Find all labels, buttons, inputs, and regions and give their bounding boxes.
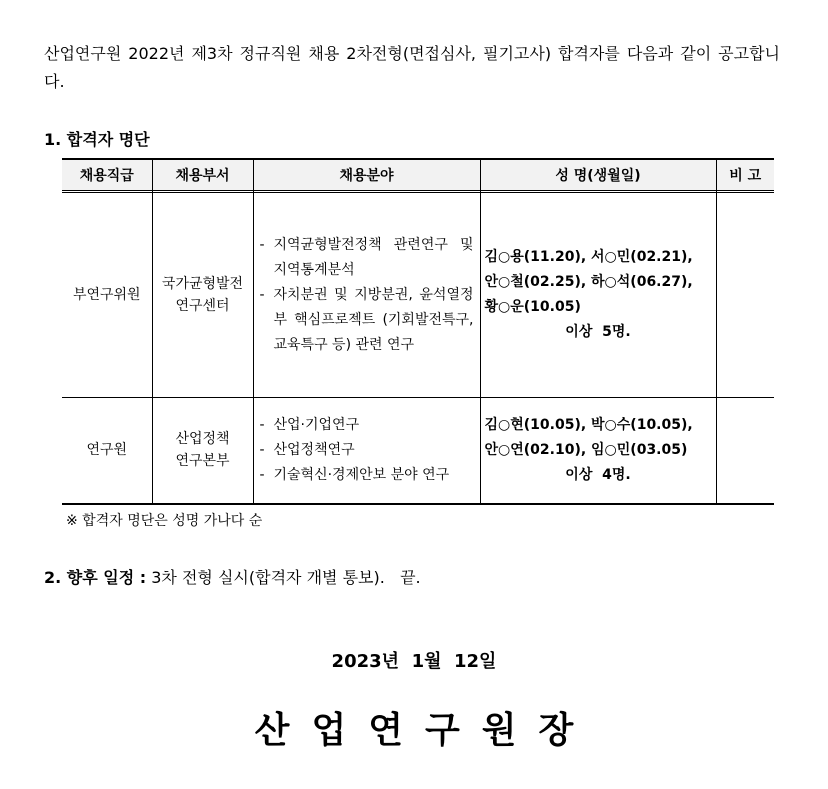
name-line: 안○철(02.25), 하○석(06.27), (484, 274, 693, 290)
name-line: 안○연(02.10), 임○민(03.05) (484, 441, 688, 458)
field-item: - 산업정책연구 (260, 438, 474, 463)
section2-schedule (44, 565, 421, 588)
table-header-row (62, 159, 774, 191)
section1-title: 1. 합격자 명단 (44, 130, 150, 149)
header-names: 성 명(생월일) (480, 159, 716, 191)
field-item: - 지역균형발전정책 관련연구 및 지역통계분석 (260, 233, 474, 283)
row2-fields (253, 398, 480, 504)
signer-title: 산업연구원장 (254, 710, 596, 751)
header-remark: 비 고 (716, 159, 774, 191)
row2-total: 이상 4명. (565, 466, 631, 483)
table-row (62, 398, 774, 504)
section2-text: 3차 전형 실시(합격자 개별 통보). 끝. (146, 568, 421, 587)
name-line: 김○용(11.20), 서○민(02.21), (484, 249, 693, 265)
header-grade: 채용직급 (62, 159, 152, 191)
row1-grade: 부연구위원 (62, 193, 152, 398)
row1-fields (253, 193, 480, 398)
header-field: 채용분야 (253, 159, 480, 191)
sort-note: ※ 합격자 명단은 성명 가나다 순 (66, 513, 263, 529)
row2-dept: 산업정책 연구본부 (152, 398, 253, 504)
name-line: 황○운(10.05) (484, 299, 581, 315)
announcement-date: 2023년 1월 12일 (331, 651, 497, 672)
row2-names (480, 398, 716, 504)
row1-dept: 국가균형발전 연구센터 (152, 193, 253, 398)
table-row (62, 193, 774, 398)
header-dept: 채용부서 (152, 159, 253, 191)
name-line: 김○현(10.05), 박○수(10.05), (484, 416, 693, 433)
field-item: - 기술혁신·경제안보 분야 연구 (260, 463, 474, 488)
successful-candidates-table (62, 158, 774, 505)
section2-label: 2. 향후 일정 : (44, 568, 147, 587)
row1-remark (716, 193, 774, 398)
row2-grade: 연구원 (62, 398, 152, 504)
row2-remark (716, 398, 774, 504)
intro-paragraph: 산업연구원 2022년 제3차 정규직원 채용 2차전형(면접심사, 필기고사) 합격자를 다음과 같이 공고합니다. (44, 44, 780, 91)
row1-names (480, 193, 716, 398)
field-item: - 자치분권 및 지방분권, 윤석열정부 핵심프로젝트 (기회발전특구, 교육특구 등) 관련 연구 (260, 283, 474, 358)
row1-total: 이상 5명. (565, 324, 631, 340)
field-item: - 산업·기업연구 (260, 413, 474, 438)
